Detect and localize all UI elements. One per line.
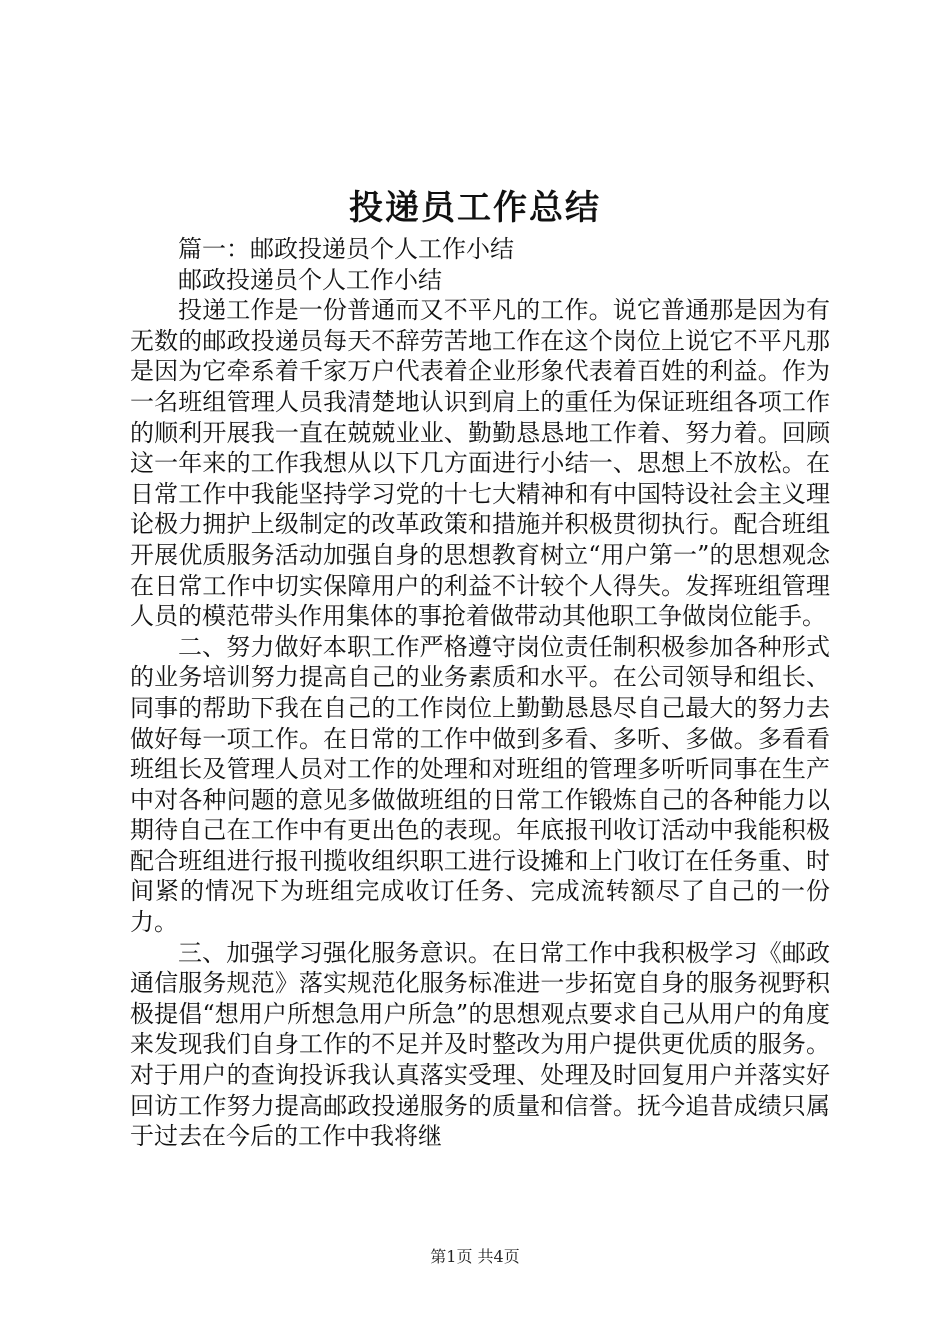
paragraph-3: 三、加强学习强化服务意识。在日常工作中我积极学习《邮政通信服务规范》落实规范化服务标准进一步拓宽自身的服务视野积极提倡“想用户所想急用户所急”的思想观点要求自己从用户的角度来发现我们自身工作的不足并及时整改为用户提供更优质的服务。对于用户的查询投诉我认真落实受理、处理及时回复用户并落实好回访工作努力提高邮政投递服务的质量和信誉。抚今追昔成绩只属于过去在今后的工作中我将继: [130, 938, 830, 1151]
document-body: [130, 234, 830, 1152]
document-title: 投递员工作总结: [349, 188, 601, 228]
section-heading: 篇一：邮政投递员个人工作小结: [178, 235, 514, 263]
page-footer: 第1页 共4页: [430, 1247, 520, 1266]
paragraph-1: 投递工作是一份普通而又不平凡的工作。说它普通那是因为有无数的邮政投递员每天不辞劳苦地工作在这个岗位上说它不平凡那是因为它牵系着千家万户代表着企业形象代表着百姓的利益。作为一名班组管理人员我清楚地认识到肩上的重任为保证班组各项工作的顺利开展我一直在兢兢业业、勤勤恳恳地工作着、努力着。回顾这一年来的工作我想从以下几方面进行小结一、思想上不放松。在日常工作中我能坚持学习党的十七大精神和有中国特设社会主义理论极力拥护上级制定的改革政策和措施并积极贯彻执行。配合班组开展优质服务活动加强自身的思想教育树立“用户第一”的思想观念在日常工作中切实保障用户的利益不计较个人得失。发挥班组管理人员的模范带头作用集体的事抢着做带动其他职工争做岗位能手。: [130, 296, 830, 631]
paragraph-2: 二、努力做好本职工作严格遵守岗位责任制积极参加各种形式的业务培训努力提高自己的业务素质和水平。在公司领导和组长、同事的帮助下我在自己的工作岗位上勤勤恳恳尽自己最大的努力去做好每一项工作。在日常的工作中做到多看、多听、多做。多看看班组长及管理人员对工作的处理和对班组的管理多听听同事在生产中对各种问题的意见多做做班组的日常工作锻炼自己的各种能力以期待自己在工作中有更出色的表现。年底报刊收订活动中我能积极配合班组进行报刊揽收组织职工进行设摊和上门收订在任务重、时间紧的情况下为班组完成收订任务、完成流转额尽了自己的一份力。: [130, 632, 830, 937]
subheading: 邮政投递员个人工作小结: [178, 265, 442, 294]
